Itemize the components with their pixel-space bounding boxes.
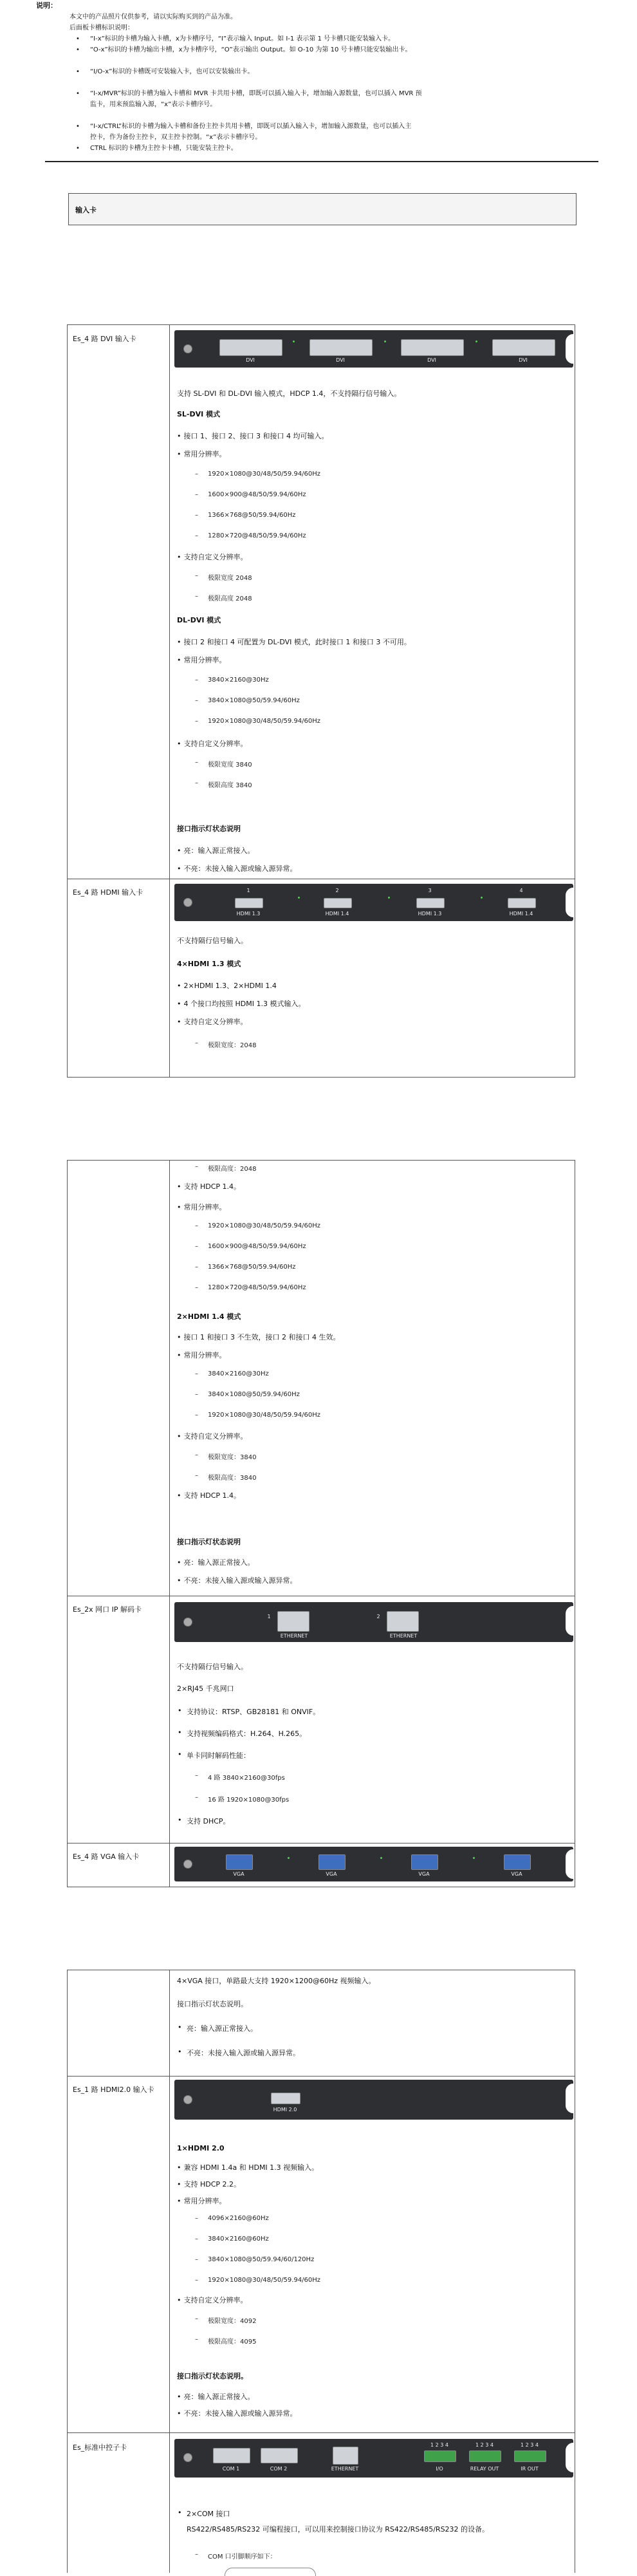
ip-card-image bbox=[174, 1602, 573, 1642]
port-label: HDMI 1.3 bbox=[418, 911, 442, 917]
dvi-card-image bbox=[174, 330, 573, 368]
dvi-port-icon bbox=[309, 339, 373, 356]
spec-sub: – 极限宽度：3840 bbox=[208, 1451, 256, 1461]
spec-bullet: • 不亮：未接入输入源或输入源异常。 bbox=[177, 2408, 297, 2418]
spec-sub: – 1280×720@48/50/59.94/60Hz bbox=[208, 532, 306, 539]
spec-bullet: • 支持自定义分辨率。 bbox=[177, 1016, 248, 1027]
screw-icon bbox=[183, 2453, 192, 2462]
spec-bullet: • 接口 1 和接口 3 不生效，接口 2 和接口 4 生效。 bbox=[177, 1332, 340, 1342]
spec-text: 4×VGA 接口，单路最大支持 1920×1200@60Hz 视频输入。 bbox=[177, 1977, 376, 1985]
com-port-icon bbox=[213, 2448, 250, 2463]
spec-bullet: • 常用分辨率。 bbox=[177, 449, 226, 459]
spec-text: RS422/RS485/RS232 可编程接口，可以用来控制接口协议为 RS422/RS485/RS232 的设备。 bbox=[187, 2525, 490, 2534]
port-label: ETHERNET bbox=[331, 2466, 359, 2472]
spec-heading: SL-DVI 模式 bbox=[177, 410, 221, 418]
dvi-port-icon bbox=[219, 339, 282, 356]
port-label: HDMI 1.4 bbox=[325, 911, 349, 917]
ethernet-port-icon bbox=[277, 1611, 309, 1632]
port-label: ETHERNET bbox=[389, 1633, 418, 1639]
vga-card-image bbox=[174, 1847, 573, 1881]
spec-table-1 bbox=[67, 324, 575, 1078]
column-divider bbox=[169, 1970, 170, 2573]
column-divider bbox=[169, 325, 170, 1077]
spec-sub: – 极限高度：3840 bbox=[208, 1472, 256, 1482]
pin-label: 1 2 3 4 bbox=[430, 2442, 448, 2448]
port-number: 2 bbox=[335, 888, 339, 893]
spec-sub: – 3840×1080@50/59.94/60Hz bbox=[208, 697, 300, 704]
port-number: 1 bbox=[246, 888, 250, 893]
spec-bullet: • 支持自定义分辨率。 bbox=[177, 1431, 248, 1441]
spec-bullet: • 常用分辨率。 bbox=[177, 1202, 226, 1212]
card-edge bbox=[566, 888, 573, 917]
note-line: • “I-x”标识的卡槽为输入卡槽，x为卡槽序号，“I”表示输入 Input。如 I-1 表示第 1 号卡槽只能安装输入卡。 bbox=[90, 33, 394, 44]
spec-bullet: • 不亮：未接入输入源或输入源异常。 bbox=[177, 863, 297, 873]
column-divider bbox=[169, 1161, 170, 1887]
spec-sub: – 1600×900@48/50/59.94/60Hz bbox=[208, 491, 306, 498]
spec-sub: – 3840×1080@50/59.94/60Hz bbox=[208, 1391, 300, 1398]
section-header bbox=[68, 193, 577, 225]
led-icon bbox=[384, 341, 386, 342]
spec-bullet: • 常用分辨率。 bbox=[177, 2196, 226, 2206]
spec-text: 接口指示灯状态说明。 bbox=[177, 2000, 248, 2008]
card-edge bbox=[566, 334, 573, 364]
spec-text: 支持 SL-DVI 和 DL-DVI 输入模式，HDCP 1.4，不支持隔行信号输入。 bbox=[177, 389, 402, 398]
port-label: DVI bbox=[427, 357, 436, 363]
vga-port-icon bbox=[226, 1854, 253, 1870]
card-name-vga: Es_4 路 VGA 输入卡 bbox=[73, 1853, 140, 1861]
pin-label: 1 2 3 4 bbox=[521, 2442, 539, 2448]
spec-bullet: • 支持 HDCP 1.4。 bbox=[177, 1181, 241, 1191]
vga-port-icon bbox=[411, 1854, 438, 1870]
spec-sub: – 极限宽度：4092 bbox=[208, 2315, 256, 2325]
spec-sub: – 1366×768@50/59.94/60Hz bbox=[208, 1264, 296, 1271]
row-divider bbox=[68, 2076, 575, 2077]
spec-bullet: • 支持 HDCP 2.2。 bbox=[177, 2179, 241, 2189]
spec-bullet: • 支持视频编码格式：H.264、H.265。 bbox=[187, 1728, 306, 1739]
note-line: 控卡，作为备份主控卡，双主控卡控制。“x”表示卡槽序号。 bbox=[90, 134, 262, 141]
note-line: • “O-x”标识的卡槽为输出卡槽，x为卡槽序号，“O”表示输出 Output。如 O-10 为第 10 号卡槽只能安装输出卡。 bbox=[90, 44, 412, 55]
spec-sub: – 4096×2160@60Hz bbox=[208, 2215, 269, 2222]
section-header-text: 输入卡 bbox=[75, 206, 97, 214]
led-icon bbox=[481, 897, 483, 899]
hdmi-card-image bbox=[174, 884, 573, 921]
port-label: RELAY OUT bbox=[470, 2466, 499, 2472]
port-number: 3 bbox=[428, 888, 432, 893]
row-divider bbox=[68, 2432, 575, 2433]
card-name-ctrl: Es_标准中控子卡 bbox=[73, 2443, 127, 2452]
card-edge bbox=[566, 2443, 573, 2472]
spec-bullet: • 4 个接口均按照 HDMI 1.3 模式输入。 bbox=[177, 998, 305, 1009]
com-port-icon bbox=[261, 2448, 298, 2463]
spec-text: 2×RJ45 千兆网口 bbox=[177, 1685, 234, 1693]
spec-bullet: • 兼容 HDMI 1.4a 和 HDMI 1.3 视频输入。 bbox=[177, 2162, 318, 2172]
spec-bullet: • 支持协议：RTSP、GB28181 和 ONVIF。 bbox=[187, 1706, 320, 1717]
spec-bullet: • 不亮：未接入输入源或输入源异常。 bbox=[187, 2048, 300, 2058]
port-label: COM 1 bbox=[222, 2466, 240, 2472]
note-line: 监卡，用来预监输入源，“x”表示卡槽序号。 bbox=[90, 101, 217, 108]
hdmi-port-icon bbox=[416, 898, 445, 908]
screw-icon bbox=[183, 898, 192, 907]
hdmi-port-icon bbox=[235, 898, 263, 908]
spec-sub: – 3840×2160@60Hz bbox=[208, 2235, 269, 2243]
spec-sub: – 极限宽度 2048 bbox=[208, 572, 252, 582]
port-number: 2 bbox=[376, 1614, 380, 1619]
screw-icon bbox=[183, 1860, 192, 1869]
spec-sub: – 16 路 1920×1080@30fps bbox=[208, 1794, 289, 1804]
port-label: HDMI 2.0 bbox=[273, 2107, 297, 2113]
spec-bullet: • 支持 HDCP 1.4。 bbox=[177, 1490, 241, 1500]
spec-bullet: • 亮：输入源正常接入。 bbox=[177, 1557, 255, 1567]
led-icon bbox=[298, 897, 300, 899]
card-name-hdmi20: Es_1 路 HDMI2.0 输入卡 bbox=[73, 2086, 154, 2094]
screw-icon bbox=[183, 2095, 192, 2104]
spec-sub: – 极限高度 3840 bbox=[208, 779, 252, 789]
led-icon bbox=[380, 1857, 382, 1859]
card-name-hdmi: Es_4 路 HDMI 输入卡 bbox=[73, 888, 143, 897]
spec-text: 不支持隔行信号输入。 bbox=[177, 1663, 248, 1671]
spec-heading: DL-DVI 模式 bbox=[177, 616, 221, 624]
spec-heading: 接口指示灯状态说明 bbox=[177, 825, 241, 833]
vga-port-icon bbox=[504, 1854, 531, 1870]
terminal-block-icon bbox=[469, 2450, 501, 2462]
hdmi-port-icon bbox=[271, 2093, 300, 2104]
note-line: 本文中的产品照片仅供参考，请以实际购买到的产品为准。 bbox=[69, 14, 237, 21]
port-number: 4 bbox=[519, 888, 523, 893]
port-label: HDMI 1.3 bbox=[236, 911, 261, 917]
port-label: COM 2 bbox=[270, 2466, 288, 2472]
spec-bullet: • 不亮：未接入输入源或输入源异常。 bbox=[177, 1575, 297, 1585]
spec-sub: – 1600×900@48/50/59.94/60Hz bbox=[208, 1243, 306, 1250]
notes-title: 说明： bbox=[36, 1, 57, 10]
spec-table-2 bbox=[67, 1160, 575, 1887]
spec-sub: – 极限高度：4095 bbox=[208, 2336, 256, 2346]
vga-port-icon bbox=[318, 1854, 346, 1870]
spec-bullet: • 支持自定义分辨率。 bbox=[177, 552, 248, 562]
spec-bullet: • 亮：输入源正常接入。 bbox=[187, 2023, 257, 2033]
port-label: IR OUT bbox=[521, 2466, 539, 2472]
spec-sub: – 3840×2160@30Hz bbox=[208, 677, 269, 684]
port-label: DVI bbox=[519, 357, 528, 363]
spec-sub: – 极限高度 2048 bbox=[208, 593, 252, 602]
port-label: VGA bbox=[233, 1871, 245, 1877]
spec-sub: – 1280×720@48/50/59.94/60Hz bbox=[208, 1284, 306, 1291]
spec-sub: – 极限宽度 3840 bbox=[208, 759, 252, 769]
hdmi20-card-image bbox=[174, 2080, 573, 2120]
port-label: VGA bbox=[326, 1871, 337, 1877]
spec-sub: – 3840×2160@30Hz bbox=[208, 1370, 269, 1377]
led-icon bbox=[473, 1857, 475, 1859]
terminal-block-icon bbox=[514, 2450, 546, 2462]
spec-sub: – 1920×1080@30/48/50/59.94/60Hz bbox=[208, 2277, 320, 2284]
spec-sub: – COM 口引脚顺序如下： bbox=[208, 2551, 277, 2561]
spec-heading: 接口指示灯状态说明。 bbox=[177, 2372, 248, 2380]
spec-bullet: • 2×COM 接口 bbox=[187, 2508, 230, 2519]
spec-sub: – 1920×1080@30/48/50/59.94/60Hz bbox=[208, 718, 320, 725]
card-edge bbox=[566, 1606, 573, 1636]
led-icon bbox=[475, 341, 477, 342]
port-label: DVI bbox=[336, 357, 345, 363]
spec-table-3 bbox=[67, 1970, 575, 2573]
note-line: • “I-x/MVR”标识的卡槽为输入卡槽和 MVR 卡共用卡槽，即既可以插入输入卡，增加输入源数量，也可以插入 MVR 预 bbox=[90, 88, 422, 99]
spec-sub: – 极限宽度：2048 bbox=[208, 1040, 256, 1049]
note-line: • “I-x/CTRL”标识的卡槽为输入卡槽和备份主控卡共用卡槽，即既可以插入输入卡，增加输入源数量，也可以插入主 bbox=[90, 121, 411, 132]
spec-bullet: • 亮：输入源正常接入。 bbox=[177, 2391, 255, 2402]
spec-bullet: • 接口 1、接口 2、接口 3 和接口 4 均可输入。 bbox=[177, 431, 328, 441]
led-icon bbox=[288, 1857, 290, 1859]
spec-text: 不支持隔行信号输入。 bbox=[177, 937, 248, 945]
spec-heading: 4×HDMI 1.3 模式 bbox=[177, 960, 241, 968]
ctrl-card-image bbox=[174, 2439, 573, 2478]
dvi-port-icon bbox=[492, 339, 555, 356]
led-icon bbox=[293, 341, 295, 342]
spec-sub: – 极限高度：2048 bbox=[208, 1163, 256, 1173]
spec-bullet: • 支持自定义分辨率。 bbox=[177, 738, 248, 749]
spec-heading: 1×HDMI 2.0 bbox=[177, 2144, 225, 2152]
spec-sub: – 1366×768@50/59.94/60Hz bbox=[208, 512, 296, 519]
port-label: HDMI 1.4 bbox=[509, 911, 533, 917]
spec-heading: 接口指示灯状态说明 bbox=[177, 1538, 241, 1546]
port-label: DVI bbox=[246, 357, 255, 363]
terminal-block-icon bbox=[424, 2450, 456, 2462]
ethernet-port-icon bbox=[333, 2447, 358, 2465]
note-line: • “I/O-x”标识的卡槽既可安装输入卡，也可以安装输出卡。 bbox=[90, 66, 254, 77]
spec-bullet: • 支持 DHCP。 bbox=[187, 1816, 230, 1826]
spec-bullet: • 亮：输入源正常接入。 bbox=[177, 845, 255, 855]
note-line: • CTRL 标识的卡槽为主控卡卡槽，只能安装主控卡。 bbox=[90, 143, 237, 154]
spec-bullet: • 接口 2 和接口 4 可配置为 DL-DVI 模式，此时接口 1 和接口 3 不可用。 bbox=[177, 637, 411, 647]
hdmi-port-icon bbox=[324, 898, 352, 908]
port-label: VGA bbox=[511, 1871, 522, 1877]
spec-sub: – 3840×1080@50/59.94/60/120Hz bbox=[208, 2256, 314, 2263]
note-line: 后面板卡槽标识说明： bbox=[69, 24, 134, 32]
card-edge bbox=[566, 2084, 573, 2113]
spec-bullet: • 支持自定义分辨率。 bbox=[177, 2295, 248, 2305]
led-icon bbox=[388, 897, 390, 899]
ethernet-port-icon bbox=[387, 1611, 419, 1632]
port-number: 1 bbox=[267, 1614, 271, 1619]
card-name-ip: Es_2x 网口 IP 解码卡 bbox=[73, 1605, 142, 1614]
spec-sub: – 4 路 3840×2160@30fps bbox=[208, 1772, 285, 1782]
hdmi-port-icon bbox=[508, 898, 536, 908]
screw-icon bbox=[183, 1618, 192, 1627]
spec-bullet: • 2×HDMI 1.3、2×HDMI 1.4 bbox=[177, 980, 277, 991]
spec-bullet: • 常用分辨率。 bbox=[177, 655, 226, 665]
port-label: I/O bbox=[436, 2466, 443, 2472]
port-label: VGA bbox=[418, 1871, 430, 1877]
port-label: ETHERNET bbox=[280, 1633, 308, 1639]
spec-sub: – 1920×1080@30/48/50/59.94/60Hz bbox=[208, 1412, 320, 1419]
dvi-port-icon bbox=[401, 339, 464, 356]
spec-heading: 2×HDMI 1.4 模式 bbox=[177, 1312, 241, 1321]
card-edge bbox=[566, 1849, 573, 1879]
card-name-dvi: Es_4 路 DVI 输入卡 bbox=[73, 335, 136, 343]
spec-bullet: • 常用分辨率。 bbox=[177, 1350, 226, 1360]
screw-icon bbox=[183, 344, 192, 353]
spec-sub: – 1920×1080@30/48/50/59.94/60Hz bbox=[208, 1222, 320, 1229]
pin-label: 1 2 3 4 bbox=[475, 2442, 494, 2448]
spec-sub: – 1920×1080@30/48/50/59.94/60Hz bbox=[208, 471, 320, 478]
spec-bullet: • 单卡同时解码性能： bbox=[187, 1750, 250, 1760]
section-divider bbox=[45, 161, 598, 162]
